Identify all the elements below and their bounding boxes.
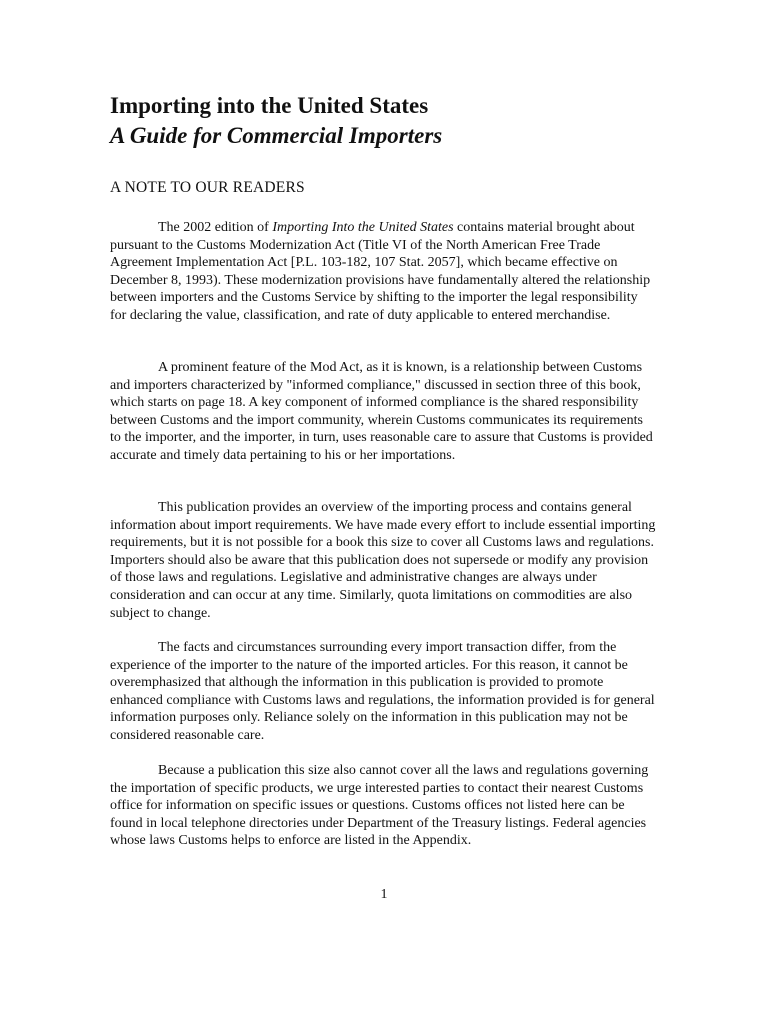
paragraph-1-body-text: contains material brought about pursuant to the Customs Modernization Act (Title VI of the North American Free Trade Agreement Implementation Act [P.L. 103-182, 107 Stat. 2057], which became effective on December 8, 1993). These modernization provisions have fundamentally altered the relationship between importers and the Customs Service by shifting to the importer the legal responsibility for declaring the value, classification, and rate of duty applicable to entered merchandise. <box>110 220 651 323</box>
document-title: Importing into the United States <box>110 93 429 118</box>
paragraph-2 <box>110 359 656 465</box>
paragraph-4-text: The facts and circumstances surrounding every import transaction differ, from the experience of the importer to the nature of the imported articles. For this reason, it cannot be overemphasized that although the information in this publication is provided to promote enhanced compliance with Customs laws and regulations, the information provided is for general information purposes only. Reliance solely on the information in this publication may not be considered reasonable care. <box>110 640 655 743</box>
paragraph-1 <box>110 219 656 325</box>
paragraph-5-text: Because a publication this size also cannot cover all the laws and regulations governing the importation of specific products, we urge interested parties to contact their nearest Customs office for information on specific issues or questions. Customs offices not listed here can be found in local telephone directories under Department of the Treasury listings. Federal agencies whose laws Customs helps to enforce are listed in the Appendix. <box>110 763 649 849</box>
section-heading: A NOTE TO OUR READERS <box>110 179 305 196</box>
paragraph-3 <box>110 499 656 622</box>
document-subtitle: A Guide for Commercial Importers <box>110 123 443 148</box>
page-number: 1 <box>380 887 388 902</box>
paragraph-2-text: A prominent feature of the Mod Act, as it is known, is a relationship between Customs and importers characterized by "informed compliance," discussed in section three of this book, which starts on page 18. A key component of informed compliance is the shared responsibility between Customs and the import community, wherein Customs communicates its requirements to the importer, and the importer, in turn, uses reasonable care to assure that Customs is provided accurate and timely data pertaining to his or her importations. <box>110 360 653 463</box>
paragraph-3-text: This publication provides an overview of the importing process and contains general information about import requirements. We have made every effort to include essential importing requirements, but it is not possible for a book this size to cover all Customs laws and regulations. Importers should also be aware that this publication does not supersede or modify any provision of those laws and regulations. Legislative and administrative changes are always under consideration and can occur at any time. Similarly, quota limitations on commodities are also subject to change. <box>110 500 656 621</box>
paragraph-5 <box>110 762 656 850</box>
paragraph-1-lead-text: The 2002 edition of <box>158 220 273 235</box>
paragraph-4 <box>110 639 656 745</box>
publication-title-emphasis: Importing Into the United States <box>272 220 454 235</box>
